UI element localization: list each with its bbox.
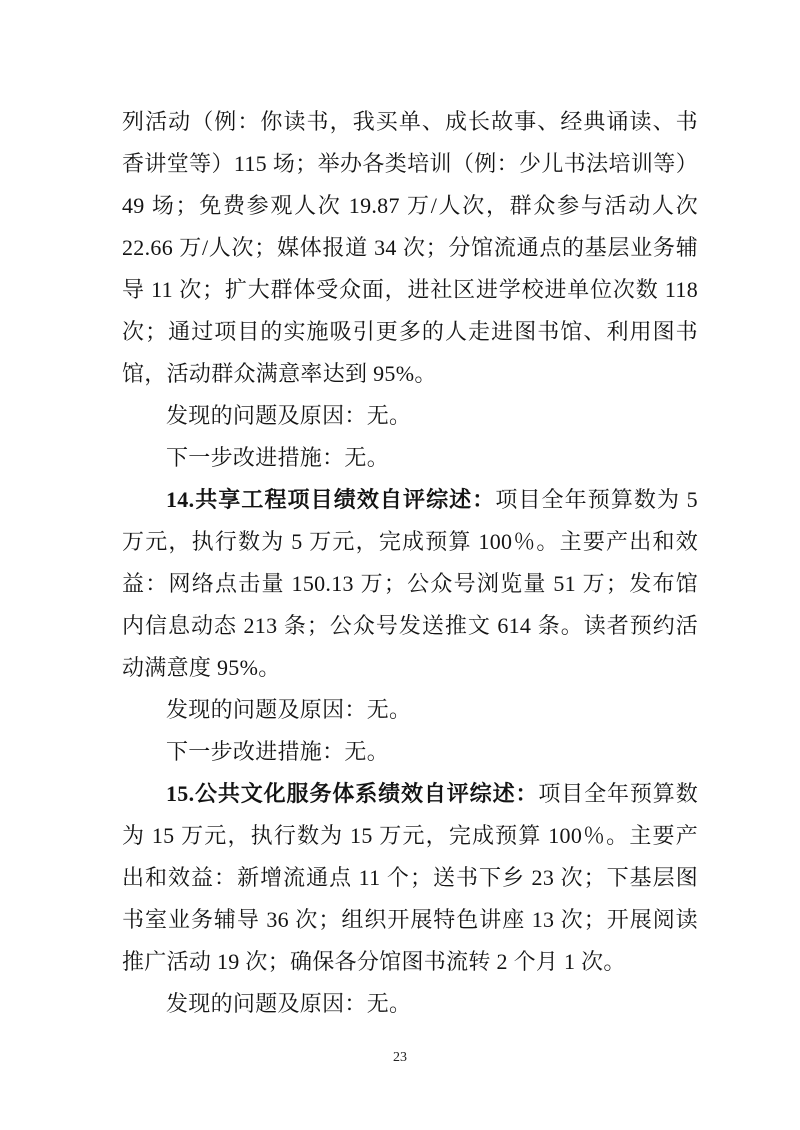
paragraph-text: 发现的问题及原因：无。 bbox=[166, 697, 412, 722]
document-body bbox=[122, 101, 698, 1025]
paragraph-text: 项目全年预算数为 5 万元，执行数为 5 万元，完成预算 100％。主要产出和效益：网络点击量 150.13 万；公众号浏览量 51 万；发布馆内信息动态 213 条；公众号发送推文 614 条。读者预约活动满意度 95%。 bbox=[122, 487, 698, 680]
paragraph-text: 下一步改进措施：无。 bbox=[166, 739, 390, 764]
section-heading: 14.共享工程项目绩效自评综述： bbox=[166, 487, 496, 512]
paragraph bbox=[122, 689, 698, 731]
section-heading: 15.公共文化服务体系绩效自评综述： bbox=[166, 781, 539, 806]
paragraph-text: 列活动（例：你读书，我买单、成长故事、经典诵读、书香讲堂等）115 场；举办各类培训（例：少儿书法培训等）49 场；免费参观人次 19.87 万/人次，群众参与活动人次 22.66 万/人次；媒体报道 34 次；分馆流通点的基层业务辅导 11 次；扩大群体受众面，进社区进学校进单位次数 118 次；通过项目的实施吸引更多的人走进图书馆、利用图书馆，活动群众满意率达到 95%。 bbox=[122, 109, 698, 386]
page-number: 23 bbox=[393, 1050, 407, 1065]
paragraph bbox=[122, 395, 698, 437]
paragraph-text: 下一步改进措施：无。 bbox=[166, 445, 390, 470]
paragraph-text: 发现的问题及原因：无。 bbox=[166, 991, 412, 1016]
paragraph-section-15 bbox=[122, 773, 698, 983]
paragraph bbox=[122, 731, 698, 773]
paragraph-section-14 bbox=[122, 479, 698, 689]
paragraph bbox=[122, 983, 698, 1025]
paragraph bbox=[122, 437, 698, 479]
paragraph-text: 发现的问题及原因：无。 bbox=[166, 403, 412, 428]
paragraph bbox=[122, 101, 698, 395]
paragraph-text: 项目全年预算数为 15 万元，执行数为 15 万元，完成预算 100％。主要产出和效益：新增流通点 11 个；送书下乡 23 次；下基层图书室业务辅导 36 次；组织开展特色讲座 13 次；开展阅读推广活动 19 次；确保各分馆图书流转 2 个月 1 次。 bbox=[122, 781, 699, 974]
